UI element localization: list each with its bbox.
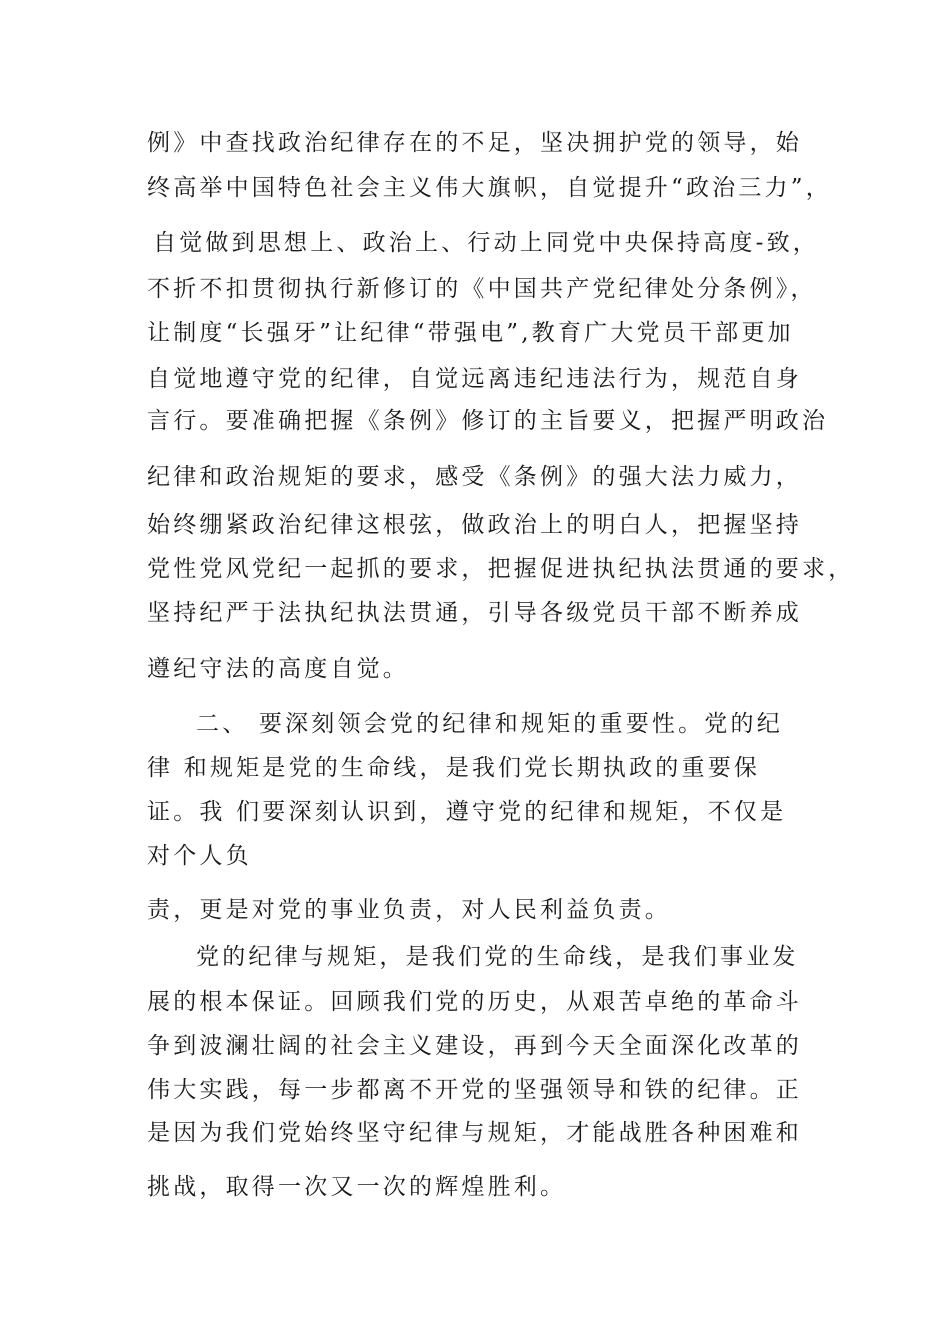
- text-line: 挑战，取得一次又一次的辉煌胜利。: [147, 1174, 567, 1200]
- text-line: 让制度“长强牙”让纪律“带强电”,教育广大党员干部更加: [147, 320, 794, 346]
- text-line: 例》中查找政治纪律存在的不足，坚决拥护党的领导，始: [147, 130, 802, 156]
- text-line: 言行。要准确把握《条例》修订的主旨要义，把握严明政治: [147, 408, 829, 434]
- text-line: 对个人负: [147, 843, 252, 869]
- text-line: 争到波澜壮阔的社会主义建设，再到今天全面深化改革的: [147, 1033, 802, 1059]
- text-line: 坚持纪严于法执纪执法贯通，引导各级党员干部不断养成: [147, 600, 802, 626]
- text-line: 责，更是对党的事业负责，对人民利益负责。: [147, 897, 671, 923]
- section-heading-line: 二、 要深刻领会党的纪律和规矩的重要性。党的纪: [196, 711, 783, 737]
- text-line: 遵纪守法的高度自觉。: [147, 656, 409, 682]
- text-line: 党性党风党纪一起抓的要求，把握促进执纪执法贯通的要求，: [147, 556, 855, 582]
- text-line: 纪律和政治规矩的要求，感受《条例》的强大法力威力，: [147, 464, 802, 490]
- paragraph-first-line: 党的纪律与规矩，是我们党的生命线，是我们事业发: [196, 944, 799, 970]
- text-line: 展的根本保证。回顾我们党的历史，从艰苦卓绝的革命斗: [147, 989, 802, 1015]
- text-line: 律 和规矩是党的生命线，是我们党长期执政的重要保: [147, 755, 761, 781]
- text-line: 终高举中国特色社会主义伟大旗帜，自觉提升“政治三力”，: [147, 175, 832, 201]
- text-line: 自觉地遵守党的纪律，自觉远离违纪违法行为，规范自身: [147, 366, 802, 392]
- text-line: 证。我 们要深刻认识到，遵守党的纪律和规矩，不仅是: [147, 799, 787, 825]
- text-line: 伟大实践，每一步都离不开党的坚强领导和铁的纪律。正: [147, 1077, 802, 1103]
- text-line: 是因为我们党始终坚守纪律与规矩，才能战胜各种困难和: [147, 1120, 802, 1146]
- text-line: 始终绷紧政治纪律这根弦，做政治上的明白人，把握坚持: [147, 512, 802, 538]
- text-line: 不折不扣贯彻执行新修订的《中国共产党纪律处分条例》，: [147, 276, 817, 302]
- text-line: 自觉做到思想上、政治上、行动上同党中央保持高度-致，: [153, 230, 819, 256]
